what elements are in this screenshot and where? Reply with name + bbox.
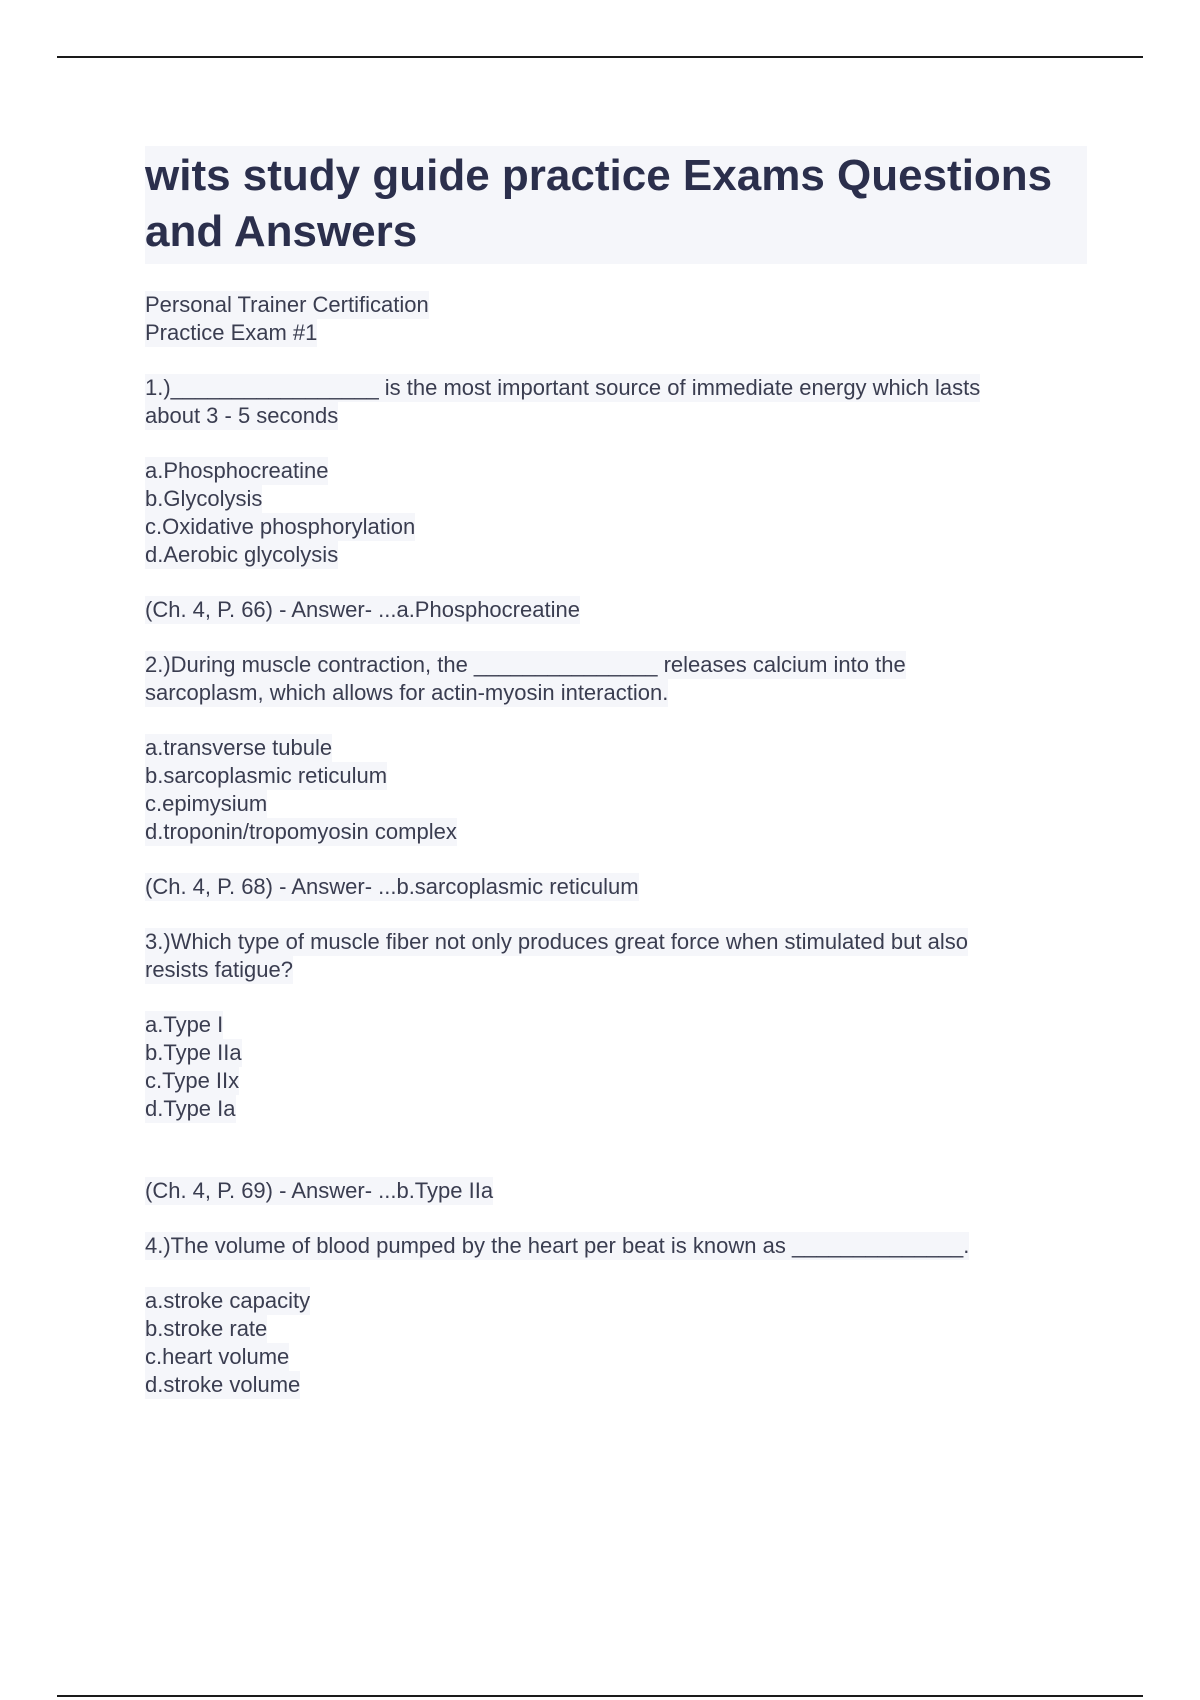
question-2-answer	[145, 873, 1087, 901]
title-block	[145, 146, 1087, 264]
question-prompt: 3.)Which type of muscle fiber not only produces great force when stimulated but also	[145, 929, 968, 954]
document-body	[145, 146, 1087, 1399]
answer-option: b.Glycolysis	[145, 486, 263, 511]
answer-option: d.stroke volume	[145, 1372, 301, 1397]
question-3-answer	[145, 1177, 1087, 1205]
answer-text: (Ch. 4, P. 68) - Answer- ...b.sarcoplasmic reticulum	[145, 874, 639, 899]
question-1-options	[145, 457, 1087, 569]
answer-option: d.troponin/tropomyosin complex	[145, 819, 457, 844]
answer-option: a.transverse tubule	[145, 735, 333, 760]
answer-option: d.Type Ia	[145, 1096, 236, 1121]
question-1	[145, 374, 1087, 430]
certification-label: Personal Trainer Certification	[145, 292, 429, 317]
bottom-rule	[57, 1695, 1143, 1697]
question-4-options	[145, 1287, 1087, 1399]
question-prompt: resists fatigue?	[145, 957, 293, 982]
answer-option: d.Aerobic glycolysis	[145, 542, 339, 567]
answer-option: c.Oxidative phosphorylation	[145, 514, 416, 539]
answer-option: b.sarcoplasmic reticulum	[145, 763, 388, 788]
question-prompt: about 3 - 5 seconds	[145, 403, 339, 428]
answer-option: c.Type IIx	[145, 1068, 240, 1093]
question-1-answer	[145, 596, 1087, 624]
answer-option: a.Type I	[145, 1012, 224, 1037]
exam-label: Practice Exam #1	[145, 320, 318, 345]
document-subtitle	[145, 291, 1087, 347]
top-rule	[57, 56, 1143, 58]
question-prompt: 1.)_________________ is the most important source of immediate energy which lasts	[145, 375, 981, 400]
question-3-options	[145, 1011, 1087, 1123]
answer-text: (Ch. 4, P. 69) - Answer- ...b.Type IIa	[145, 1178, 494, 1203]
answer-option: a.stroke capacity	[145, 1288, 311, 1313]
answer-option: a.Phosphocreatine	[145, 458, 329, 483]
question-2	[145, 651, 1087, 707]
question-prompt: sarcoplasm, which allows for actin-myosin interaction.	[145, 680, 669, 705]
document-title: wits study guide practice Exams Questions and Answers	[145, 151, 1053, 256]
question-2-options	[145, 734, 1087, 846]
answer-option: c.epimysium	[145, 791, 268, 816]
answer-option: b.Type IIa	[145, 1040, 242, 1065]
question-prompt: 2.)During muscle contraction, the _______________ releases calcium into the	[145, 652, 906, 677]
answer-option: b.stroke rate	[145, 1316, 268, 1341]
question-prompt: 4.)The volume of blood pumped by the heart per beat is known as ______________.	[145, 1233, 970, 1258]
answer-text: (Ch. 4, P. 66) - Answer- ...a.Phosphocreatine	[145, 597, 580, 622]
question-4	[145, 1232, 1087, 1260]
question-3	[145, 928, 1087, 984]
answer-option: c.heart volume	[145, 1344, 290, 1369]
